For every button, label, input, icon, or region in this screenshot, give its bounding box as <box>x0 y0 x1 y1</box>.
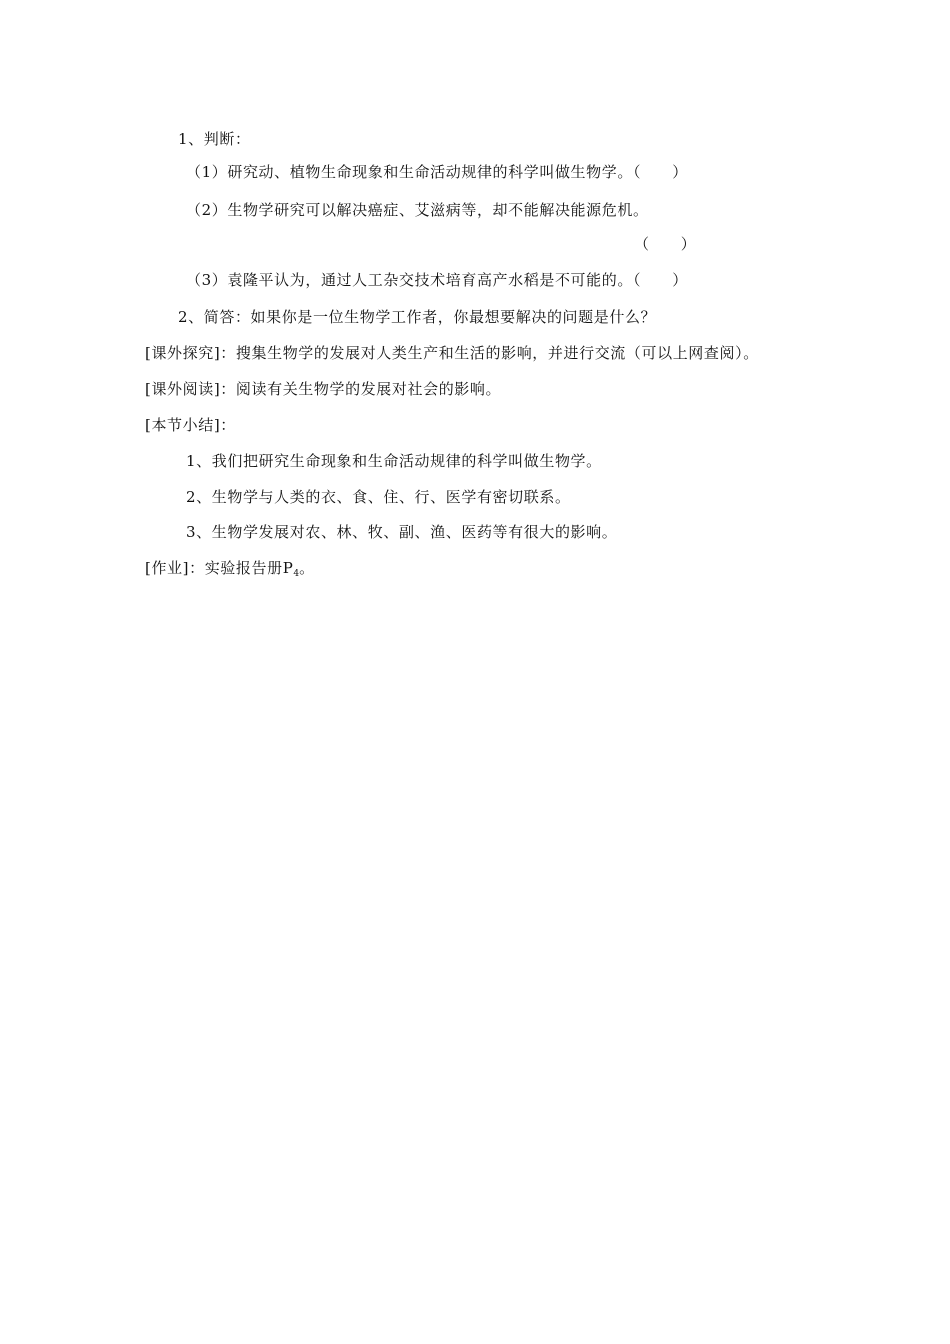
judge-item-3: （3）袁隆平认为，通过人工杂交技术培育高产水稻是不可能的。（ ） <box>186 271 688 289</box>
judge-item-2: （2）生物学研究可以解决癌症、艾滋病等，却不能解决能源危机。 <box>186 201 649 219</box>
homework-subscript: 4 <box>293 569 300 579</box>
extracurricular-reading: [课外阅读]：阅读有关生物学的发展对社会的影响。 <box>145 380 502 398</box>
summary-heading: [本节小结]： <box>145 416 236 434</box>
homework-text: [作业]：实验报告册P <box>145 559 294 577</box>
judge-item-1: （1）研究动、植物生命现象和生命活动规律的科学叫做生物学。（ ） <box>186 163 688 181</box>
extracurricular-explore: [课外探究]：搜集生物学的发展对人类生产和生活的影响，并进行交流（可以上网查阅）。 <box>145 344 759 362</box>
homework-end: 。 <box>299 559 315 577</box>
judge-item-2-answer-paren: （ ） <box>634 235 697 253</box>
summary-item-1: 1、我们把研究生命现象和生命活动规律的科学叫做生物学。 <box>186 452 602 470</box>
homework <box>145 558 315 584</box>
short-answer-question: 2、简答：如果你是一位生物学工作者，你最想要解决的问题是什么？ <box>178 308 657 326</box>
judge-heading: 1、判断： <box>178 130 251 148</box>
summary-item-2: 2、生物学与人类的衣、食、住、行、医学有密切联系。 <box>186 488 571 506</box>
summary-item-3: 3、生物学发展对农、林、牧、副、渔、医药等有很大的影响。 <box>186 523 618 541</box>
